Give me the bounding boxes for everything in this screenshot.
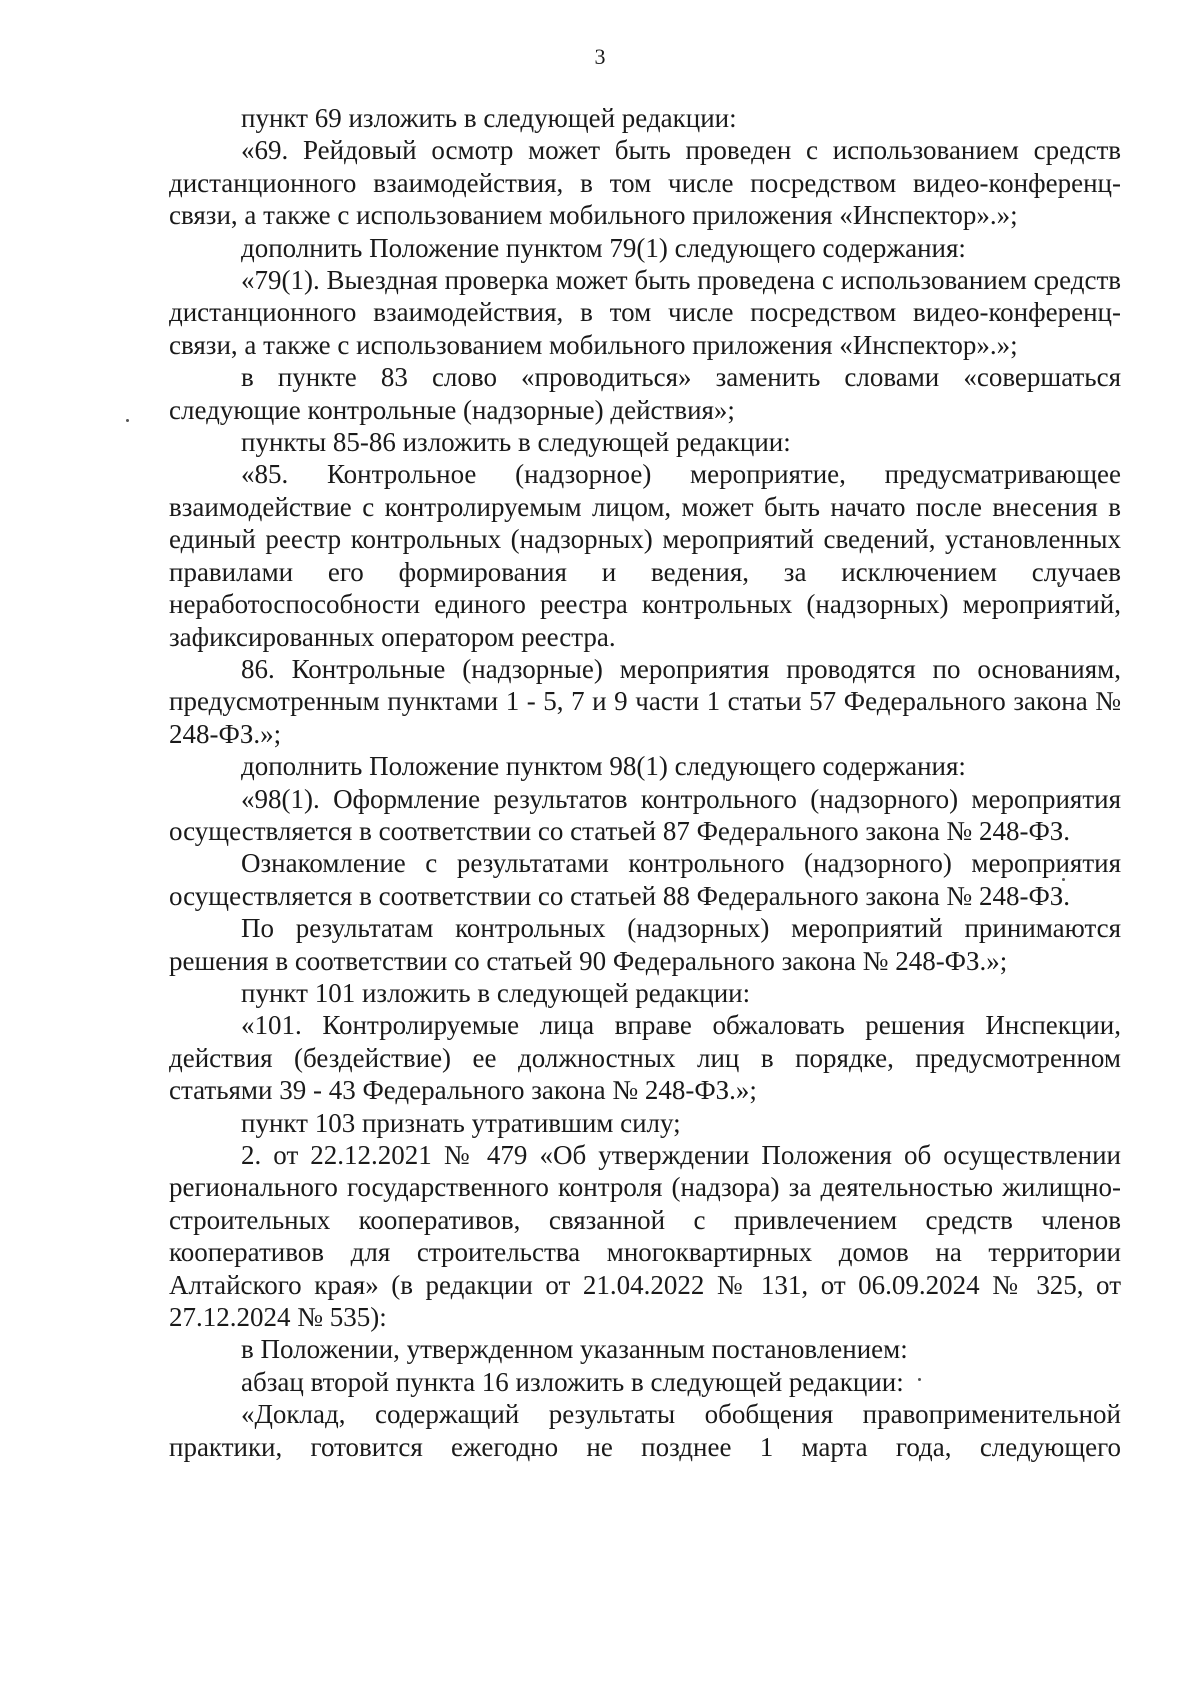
page-number: 3 bbox=[594, 44, 606, 69]
paragraph: «98(1). Оформление результатов контрольного (надзорного) мероприятия осуществляется в соответствии со статьей 87 Федерального закона № 248-ФЗ. bbox=[169, 783, 1121, 846]
paragraph: дополнить Положение пунктом 79(1) следующего содержания: bbox=[241, 232, 966, 263]
paragraph: в Положении, утвержденном указанным постановлением: bbox=[241, 1334, 908, 1365]
paragraph: «85. Контрольное (надзорное) мероприятие, предусматривающее взаимодействие с контролируемым лицом, может быть начато после внесения в единый реестр контрольных (надзорных) мероприятий сведений, установленных правилами его формирования и ведения, за исключением случаев неработоспособности единого реестра контрольных (надзорных) мероприятий, зафиксированных оператором реестра. bbox=[169, 459, 1121, 652]
scan-speck bbox=[126, 419, 129, 422]
paragraph: 86. Контрольные (надзорные) мероприятия проводятся по основаниям, предусмотренным пунктами 1 - 5, 7 и 9 части 1 статьи 57 Федерального закона № 248-ФЗ.»; bbox=[169, 653, 1121, 749]
paragraph: «101. Контролируемые лица вправе обжаловать решения Инспекции, действия (бездействие) ее должностных лиц в порядке, предусмотренном статьями 39 - 43 Федерального закона № 248-ФЗ.»; bbox=[169, 1010, 1121, 1106]
paragraph: Ознакомление с результатами контрольного (надзорного) мероприятия осуществляется в соответствии со статьей 88 Федерального закона № 248-ФЗ. bbox=[169, 848, 1121, 911]
paragraph: «69. Рейдовый осмотр может быть проведен с использованием средств дистанционного взаимодействия, в том числе посредством видео-конференц-связи, а также с использованием мобильного приложения «Инспектор».»; bbox=[169, 135, 1121, 231]
paragraph: дополнить Положение пунктом 98(1) следующего содержания: bbox=[241, 751, 966, 782]
paragraph: «79(1). Выездная проверка может быть проведена с использованием средств дистанционного взаимодействия, в том числе посредством видео-конференц-связи, а также с использованием мобильного приложения «Инспектор».»; bbox=[169, 265, 1121, 360]
paragraph: пункт 69 изложить в следующей редакции: bbox=[241, 103, 737, 133]
paragraph: абзац второй пункта 16 изложить в следующей редакции: bbox=[241, 1366, 904, 1397]
paragraph: пункты 85-86 изложить в следующей редакции: bbox=[241, 427, 791, 458]
paragraph: пункт 103 признать утратившим силу; bbox=[241, 1107, 681, 1138]
paragraph: «Доклад, содержащий результаты обобщения правоприменительной практики, готовится ежегодно не позднее 1 марта года, следующего bbox=[169, 1399, 1121, 1462]
paragraph: в пункте 83 слово «проводиться» заменить словами «совершаться следующие контрольные (надзорные) действия»; bbox=[169, 362, 1121, 425]
paragraph: По результатам контрольных (надзорных) мероприятий принимаются решения в соответствии со статьей 90 Федерального закона № 248-ФЗ.»; bbox=[169, 913, 1121, 976]
paragraph: пункт 101 изложить в следующей редакции: bbox=[241, 977, 751, 1008]
paragraph: 2. от 22.12.2021 № 479 «Об утверждении Положения об осуществлении регионального государственного контроля (надзора) за деятельностью жилищно-строительных кооперативов, связанной с привлечением средств членов кооперативов для строительства многоквартирных домов на территории Алтайского края» (в редакции от 21.04.2022 № 131, от 06.09.2024 № 325, от 27.12.2024 № 535): bbox=[169, 1140, 1121, 1333]
document-body bbox=[169, 102, 1121, 1463]
